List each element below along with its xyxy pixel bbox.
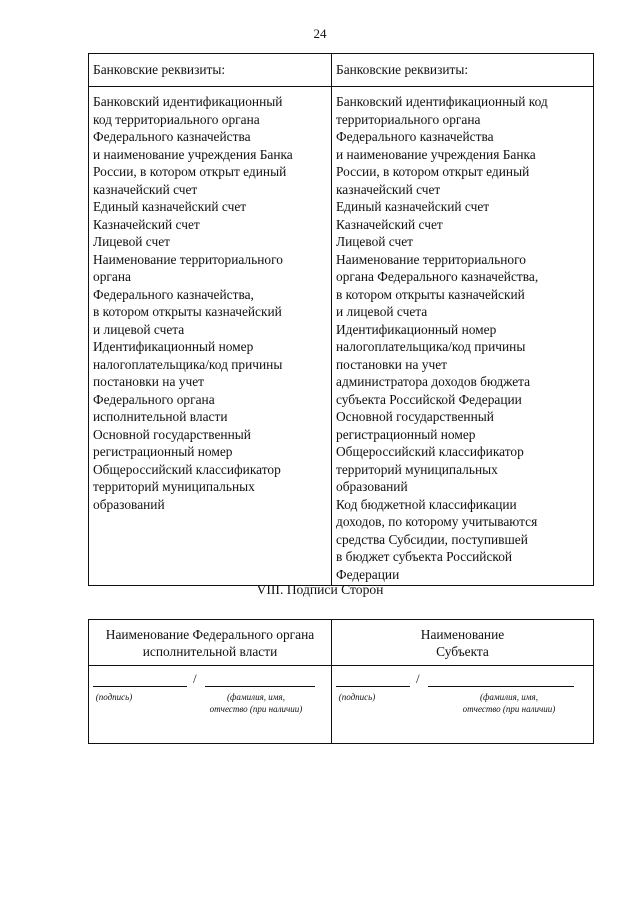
left-requisite-line: органа	[93, 269, 131, 284]
left-requisite-line: Казначейский счет	[93, 216, 200, 232]
signature-line	[93, 686, 187, 687]
requisites-header-row	[89, 54, 594, 87]
left-requisite-line: налогоплательщика/код причины	[93, 356, 283, 372]
bank-requisites-table	[88, 53, 594, 586]
left-requisite-line: и наименование учреждения Банка	[93, 146, 293, 162]
right-requisite-line: Казначейский счет	[336, 216, 443, 232]
right-requisite-line: территорий муниципальных	[336, 461, 498, 477]
name-caption-line: (фамилия, имя,	[227, 692, 285, 702]
federal-body-header-line: исполнительной власти	[142, 644, 278, 659]
left-requisite-line: код территориального органа	[93, 111, 260, 127]
right-requisite-line: и лицевой счета	[336, 304, 428, 319]
signatures-sign-row	[89, 666, 594, 744]
right-requisite-line: Общероссийский классификатор	[336, 444, 524, 459]
left-requisite-line: образований	[93, 496, 165, 512]
name-caption-line: отчество (при наличии)	[209, 704, 303, 714]
right-requisite-line: Единый казначейский счет	[336, 199, 490, 214]
left-requisite-line: постановки на учет	[93, 374, 204, 389]
right-requisite-line: Код бюджетной классификации	[336, 496, 517, 512]
name-caption	[444, 691, 574, 715]
left-requisite-line: Наименование территориального	[93, 251, 283, 267]
left-requisite-line: территорий муниципальных	[93, 479, 255, 494]
name-caption	[191, 691, 321, 715]
signature-caption: (подпись)	[338, 692, 376, 702]
left-requisite-line: Банковский идентификационный	[93, 94, 283, 109]
left-requisites-header: Банковские реквизиты:	[89, 54, 332, 87]
right-requisite-line: налогоплательщика/код причины	[336, 339, 526, 354]
left-requisite-line: Единый казначейский счет	[93, 199, 247, 214]
signature-line	[336, 686, 410, 687]
name-line	[428, 686, 574, 687]
right-requisite-line: доходов, по которому учитываются	[336, 514, 538, 529]
right-requisite-line: территориального органа	[336, 111, 481, 127]
section-title: VIII. Подписи Сторон	[256, 582, 384, 597]
left-requisite-line: Общероссийский классификатор	[93, 461, 281, 477]
right-requisite-line: казначейский счет	[336, 181, 441, 197]
signatures-header-row	[89, 620, 594, 666]
left-requisite-line: исполнительной власти	[93, 409, 228, 424]
page-number: 24	[313, 26, 327, 41]
right-requisite-line: Банковский идентификационный код	[336, 94, 548, 109]
left-requisite-line: Идентификационный номер	[93, 339, 254, 354]
right-requisite-line: субъекта Российской Федерации	[336, 391, 522, 407]
left-requisite-line: Федерального казначейства,	[93, 286, 254, 302]
left-requisite-line: Основной государственный	[93, 426, 251, 442]
right-requisite-line: образований	[336, 479, 408, 494]
right-requisite-line: Наименование территориального	[336, 251, 526, 267]
right-requisite-line: Идентификационный номер	[336, 321, 497, 337]
name-caption-line: (фамилия, имя,	[480, 692, 538, 702]
left-requisite-line: Федерального органа	[93, 391, 215, 407]
left-requisite-line: Федерального казначейства	[93, 129, 251, 144]
subject-header-line: Субъекта	[436, 644, 489, 659]
requisites-body-row	[89, 87, 594, 586]
right-requisite-line: органа Федерального казначейства,	[336, 269, 539, 284]
right-requisite-line: Основной государственный	[336, 409, 494, 424]
right-requisite-line: постановки на учет	[336, 356, 447, 372]
signatures-table	[88, 619, 594, 744]
left-requisite-line: России, в котором открыт единый	[93, 164, 287, 179]
left-requisites-cell	[89, 87, 332, 586]
left-requisite-line: в котором открыты казначейский	[93, 304, 282, 319]
right-requisite-line: России, в котором открыт единый	[336, 164, 530, 179]
right-requisite-line: Лицевой счет	[336, 234, 414, 249]
federal-body-header	[89, 620, 332, 666]
name-caption-line: отчество (при наличии)	[462, 704, 556, 714]
name-line	[205, 686, 315, 687]
slash: /	[416, 671, 420, 686]
right-requisite-line: и наименование учреждения Банка	[336, 146, 536, 162]
right-requisite-line: администратора доходов бюджета	[336, 374, 531, 389]
left-requisite-line: Лицевой счет	[93, 234, 171, 249]
right-requisite-line: в бюджет субъекта Российской	[336, 549, 513, 564]
right-requisite-line: в котором открыты казначейский	[336, 286, 525, 302]
left-requisite-line: регистрационный номер	[93, 444, 233, 459]
right-requisite-line: регистрационный номер	[336, 426, 476, 442]
subject-signature-cell	[332, 666, 594, 744]
right-requisites-cell	[332, 87, 594, 586]
left-requisite-line: казначейский счет	[93, 181, 198, 197]
right-requisite-line: Федерального казначейства	[336, 129, 494, 144]
slash: /	[193, 671, 197, 686]
federal-body-header-line: Наименование Федерального органа	[105, 627, 315, 642]
right-requisite-line: средства Субсидии, поступившей	[336, 531, 528, 547]
left-requisite-line: и лицевой счета	[93, 321, 185, 337]
right-requisites-header: Банковские реквизиты:	[332, 54, 594, 87]
subject-header-line: Наименование	[420, 627, 505, 642]
signature-caption: (подпись)	[95, 692, 133, 702]
subject-header	[332, 620, 594, 666]
federal-signature-cell	[89, 666, 332, 744]
right-requisite-line: Федерации	[336, 566, 400, 582]
